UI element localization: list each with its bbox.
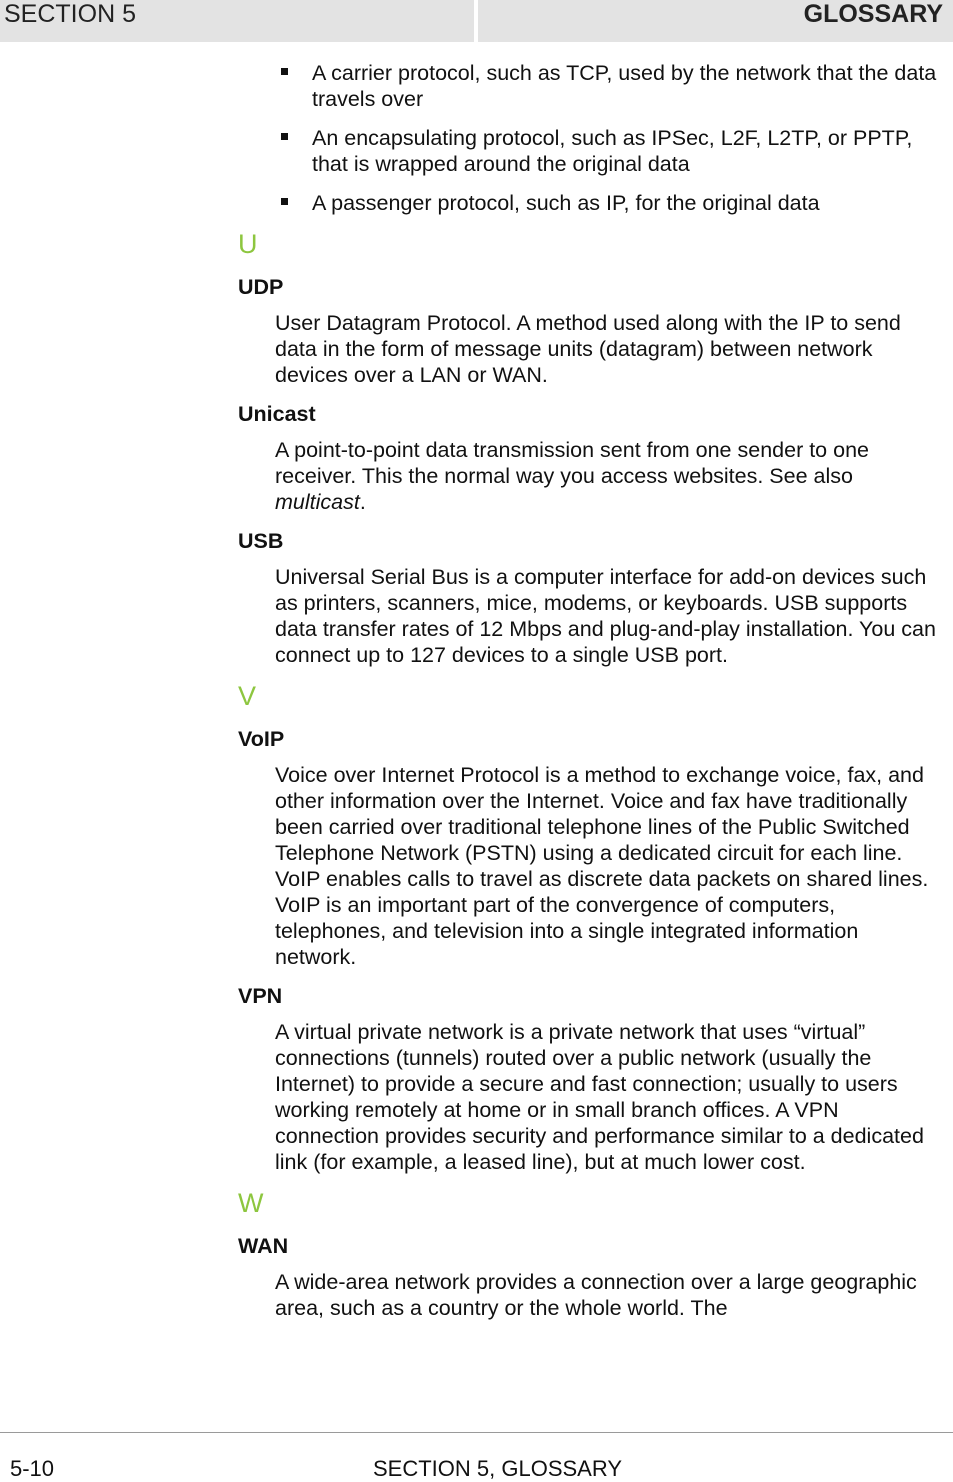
bullet-list [238,60,943,216]
definition-usb: Universal Serial Bus is a computer interface for add-on devices such as printers, scanners, mice, modems, or keyboards. USB supports data transfer rates of 12 Mbps and plug-and-play installation. You can connect up to 127 devices to a single USB port. [275,565,936,667]
bullet-item: A carrier protocol, such as TCP, used by the network that the data travels over [238,60,943,112]
definition-wan: A wide-area network provides a connection over a large geographic area, such as a country or the whole world. The [275,1270,917,1320]
definition-vpn: A virtual private network is a private network that uses “virtual” connections (tunnels) routed over a public network (usually the Internet) to provide a secure and fast connection; usually to users working remotely at home or in small branch offices. A VPN connection provides security and performance similar to a dedicated link (for example, a leased line), but at much lower cost. [275,1020,924,1174]
term-wan: WAN [238,1234,289,1258]
section-letter-w: W [238,1188,264,1218]
definition-udp: User Datagram Protocol. A method used along with the IP to send data in the form of message units (datagram) between network devices over a LAN or WAN. [275,311,901,387]
glossary-content [238,60,943,1334]
square-bullet-icon [281,198,288,205]
term-voip: VoIP [238,727,285,751]
header-title: GLOSSARY [803,0,943,28]
section-letter-v: V [238,681,257,711]
footer-divider [0,1432,953,1433]
definition-voip: Voice over Internet Protocol is a method to exchange voice, fax, and other information over the Internet. Voice and fax have traditionally been carried over traditional telephone lines of the Public Switched Telephone Network (PSTN) using a dedicated circuit for each line. VoIP enables calls to travel as discrete data packets on shared lines. VoIP is an important part of the convergence of computers, telephones, and television into a single integrated information network. [275,763,929,969]
header-left-band [0,0,474,42]
term-udp: UDP [238,275,284,299]
page-header [0,0,953,42]
term-vpn: VPN [238,984,283,1008]
header-right-band [478,0,953,42]
square-bullet-icon [281,68,288,75]
definition-unicast: A point-to-point data transmission sent from one sender to one receiver. This the normal way you access websites. See also multicast. [275,438,869,514]
bullet-item: A passenger protocol, such as IP, for the original data [238,190,943,216]
section-letter-u: U [238,229,258,259]
term-unicast: Unicast [238,402,316,426]
cross-reference-multicast: multicast [275,490,360,514]
square-bullet-icon [281,133,288,140]
header-section-label: SECTION 5 [4,0,136,28]
footer-section-title: SECTION 5, GLOSSARY [373,1456,623,1481]
bullet-item: An encapsulating protocol, such as IPSec, L2F, L2TP, or PPTP, that is wrapped around the original data [238,125,943,177]
term-usb: USB [238,529,284,553]
footer-page-number: 5-10 [10,1456,55,1481]
